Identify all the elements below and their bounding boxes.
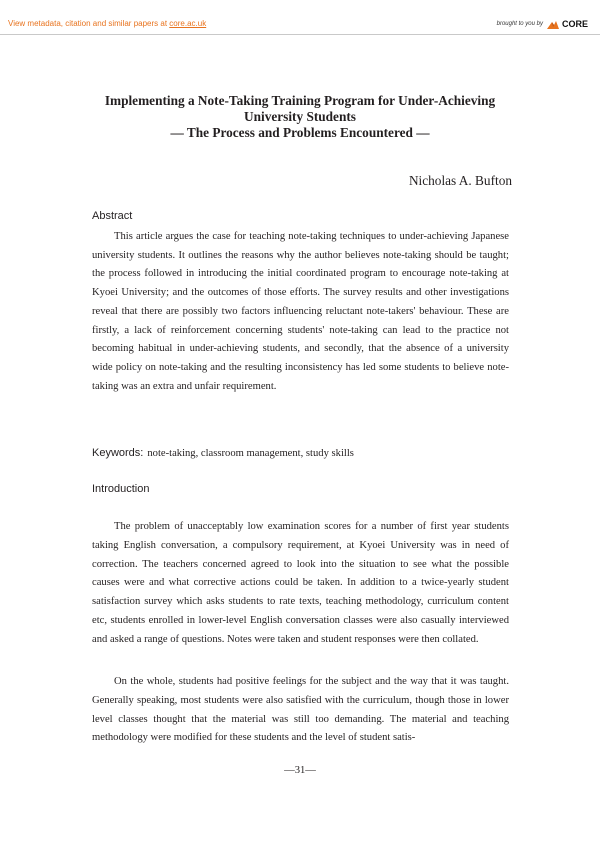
page-number: ―31―	[284, 765, 316, 776]
introduction-heading: Introduction	[92, 483, 150, 495]
brought-to-you-by[interactable]	[497, 18, 588, 30]
keywords-label: Keywords:	[92, 447, 144, 459]
core-link-prefix: View metadata, citation and similar papers at	[8, 19, 170, 28]
core-brand: CORE	[561, 19, 588, 29]
abstract-heading: Abstract	[92, 210, 133, 222]
core-link-url[interactable]: core.ac.uk	[169, 19, 207, 28]
abstract-body: This article argues the case for teaching note-taking techniques to under-achieving Japanese university students. It outlines the reasons why the author believes note-taking should be taught; the process followed in introducing the initial coordinated program to encourage note-taking at Kyoei University; and the outcomes of those efforts. The survey results and other investigations reveal that there are possibly two factors influencing reluctant note-takers' behaviour. These are firstly, a lack of reinforcement concerning students' note-taking can lead to the practice not becoming habitual in under-achieving students, and secondly, that the absence of a university wide policy on note-taking and the resulting inconsistency has led some students to believe note-taking was an extra and unfair requirement.	[92, 231, 509, 392]
core-header-bar	[0, 0, 600, 35]
title-line-2: University Students	[244, 109, 356, 124]
brought-by-label: brought to you by	[496, 21, 543, 27]
core-logo-icon	[546, 18, 560, 30]
core-metadata-link[interactable]	[8, 19, 206, 28]
introduction-paragraph-2: On the whole, students had positive feelings for the subject and the way that it was taught. Generally speaking, most students were also satisfied with the curriculum, though those in lower level classes thought that the material was still too demanding. The material and teaching methodology were modified for these students and the level of student satis-	[92, 676, 509, 744]
author-name: Nicholas A. Bufton	[408, 173, 512, 188]
keywords-value: note-taking, classroom management, study skills	[147, 448, 354, 459]
title-line-1: Implementing a Note-Taking Training Program for Under-Achieving	[104, 93, 496, 108]
introduction-paragraph-1: The problem of unacceptably low examination scores for a number of first year students taking English conversation, a compulsory requirement, at Kyoei University was in need of correction. The teachers concerned agreed to look into the situation to see what the possible causes were and what corrective actions could be taken. In addition to a twice-yearly student satisfaction survey which asks students to rate texts, teaching methodology, curriculum content etc, students enrolled in lower-level English conversation classes were also casually interviewed and asked a range of questions. Notes were taken and student responses were then collated.	[92, 521, 509, 645]
paper-title	[60, 93, 540, 141]
paper-subtitle: ― The Process and Problems Encountered ―	[170, 125, 430, 140]
keywords-line	[92, 443, 354, 461]
